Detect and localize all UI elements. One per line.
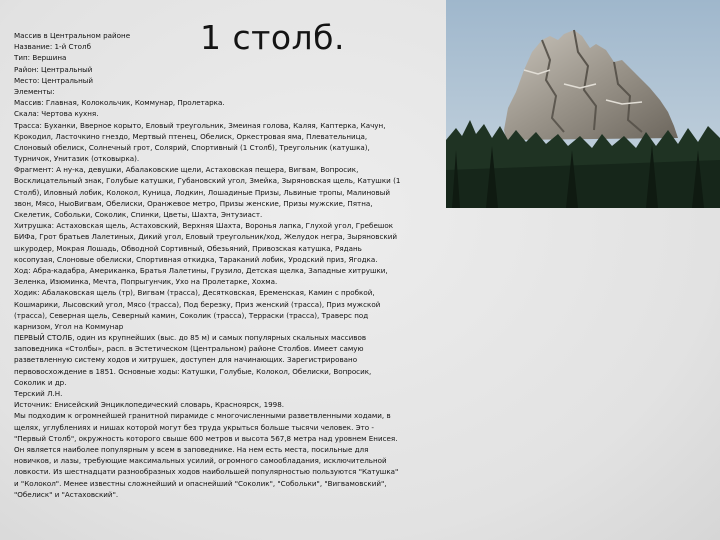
text-line: Восклицательный знак, Голубые катушки, Губановский угол, Змейка, Зыряновская щель, Катушки (1 (14, 176, 401, 186)
text-line: звон, Мясо, НыоВигвам, Обелиски, Оранжевое метро, Призы женские, Призы мужские, Пятна, (14, 198, 373, 208)
text-line: Кошмарики, Лысовский угол, Мясо (трасса), Под березку, Приз женский (трасса), Приз мужской (14, 299, 381, 309)
text-line: заповедника «Столбы», расп. в Эстетическом (Центральном) районе Столбов. Имеет самую (14, 344, 364, 354)
text-line: ПЕРВЫЙ СТОЛБ, один из крупнейших (выс. до 85 м) и самых популярных скальных массивов (14, 333, 367, 343)
text-line: шкуродер, Мокрая Лошадь, Обводной Сортивный, Обезьяний, Привозская катушка, Рядань (14, 243, 362, 253)
text-line: новичков, и лазы, требующие максимальных усилий, огромного самообладания, исключительной (14, 456, 387, 466)
text-line: ловкости. Из шестнадцати разнообразных ходов наибольшей популярностью пользуются "Катушка" (14, 467, 399, 477)
text-line: Место: Центральный (14, 75, 94, 85)
text-line: (трасса), Северная щель, Северный камин, Соколик (трасса), Терраски (трасса), Траверс под (14, 310, 369, 320)
text-line: Соколик и др. (14, 377, 67, 387)
rock-photo (446, 0, 720, 208)
text-line: первовосхождение в 1851. Основные ходы: Катушки, Голубые, Колокол, Обелиски, Вопросик, (14, 366, 372, 376)
text-line: Тип: Вершина (14, 53, 67, 63)
text-line: БИФа, Грот братьев Лалетиных, Дикий угол, Еловый треугольник/ход, Желудок негра, Зыряновский (14, 232, 397, 242)
text-line: Крокодил, Ласточкино гнездо, Мертвый птенец, Обелиск, Оркестровая яма, Плевательница, (14, 131, 368, 141)
text-line: Массив: Главная, Колокольчик, Коммунар, Пролетарка. (14, 98, 225, 108)
text-line: Название: 1-й Столб (14, 42, 92, 52)
text-line: Зеленка, Изюминка, Мечта, Попрыгунчик, Ухо на Пролетарке, Хохма. (14, 277, 278, 287)
text-line: разветвленную систему ходов и хитрушек, доступен для начинающих. Зарегистрировано (14, 355, 358, 365)
text-line: и "Колокол". Менее известны сложнейший и опаснейший "Соколик", "Собольки", "Вигвамовский", (14, 478, 387, 488)
text-line: Скала: Чертова кухня. (14, 109, 99, 119)
text-line: Фрагмент: А ну-ка, девушки, Абалаковские щели, Астаховская пещера, Вигвам, Вопросик, (14, 165, 359, 175)
text-line: Скелетик, Собольки, Соколик, Спинки, Цветы, Шахта, Энтузиаст. (14, 210, 263, 219)
text-line: Трасса: Буханки, Вверное корыто, Еловый треугольник, Змеиная голова, Каляя, Каптерка, Качун, (14, 120, 386, 130)
text-line: Элементы: (14, 86, 55, 96)
slide-title: 1 столб. (200, 18, 345, 57)
text-line: Слоновый обелиск, Солнечный грот, Солярий, Спортивный (1 Столб), Треугольник (катушка), (14, 142, 370, 152)
text-line: косопузая, Слоновые обелиски, Спортивная откидка, Тараканий лобик, Уродский приз, Ягодка. (14, 254, 378, 264)
text-line: карнизом, Угол на Коммунар (14, 321, 124, 331)
text-line: Турничок, Унитазик (отковырка). (14, 154, 140, 164)
text-line: Мы подходим к огромнейшей гранитной пирамиде с многочисленными разветвленными ходами, в (14, 411, 391, 421)
text-line: Ходик: Абалаковская щель (тр), Вигвам (трасса), Десятковская, Еременская, Камин с пробкой, (14, 288, 375, 298)
article-body (14, 30, 460, 500)
text-line: щелях, углублениях и нишах которой могут без труда укрыться больше тысячи человек. Это - (14, 422, 374, 432)
text-line: Он является наиболее популярным у всем в заповеднике. На нем есть места, посильные для (14, 444, 369, 454)
text-line: "Первый Столб", окружность которого свыше 600 метров и высота 567,8 метра над уровнем Енисея. (14, 433, 398, 443)
text-line: Массив в Центральном районе (14, 31, 131, 40)
text-line: Источник: Енисейский Энциклопедический словарь, Красноярск, 1998. (14, 400, 285, 410)
text-line: Хитрушка: Астаховская щель, Астаховский, Верхняя Шахта, Воронья лапка, Глухой угол, Гребешок (14, 221, 394, 231)
text-line: Столб), Иловный лобик, Колокол, Куница, Лодкин, Лошадиные Призы, Львиные тропы, Малиновый (14, 187, 390, 197)
text-line: Ход: Абра-кадабра, Американка, Братья Лалетины, Грузило, Детская щелка, Западные хитрушки, (14, 265, 388, 275)
text-line: Район: Центральный (14, 64, 93, 74)
text-line: Терский Л.Н. (14, 389, 63, 398)
text-line: "Обелиск" и "Астаховский". (14, 489, 119, 499)
rock-pillar-image (446, 0, 720, 208)
